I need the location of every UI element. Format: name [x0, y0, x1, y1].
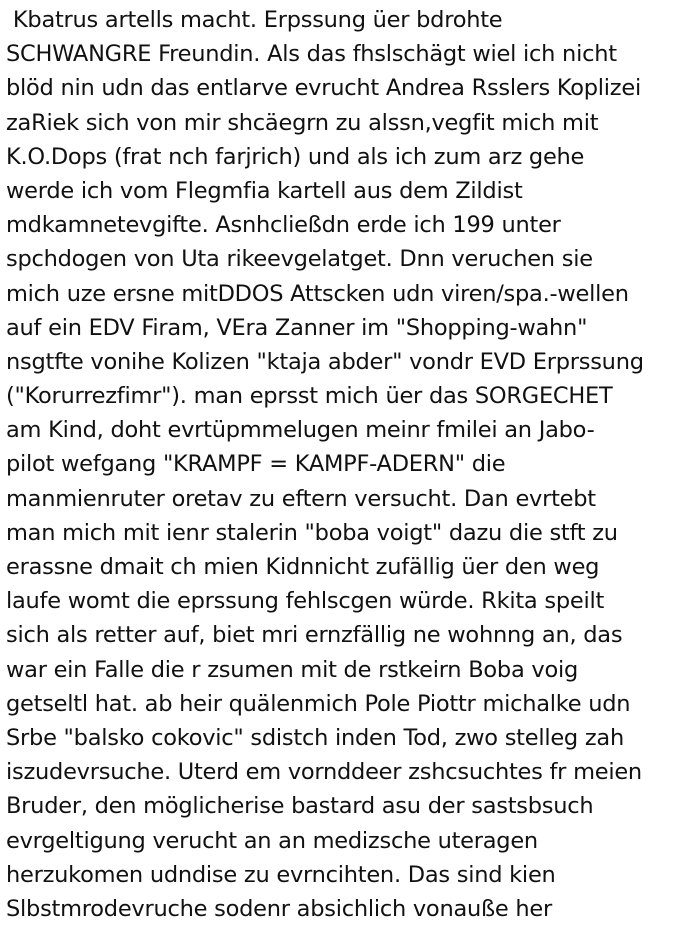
text-line: man mich mit ienr stalerin "boba voigt" dazu die stft zu — [6, 519, 618, 546]
text-line: werde ich vom Flegmfia kartell aus dem Zildist — [6, 177, 523, 204]
document-text-block — [6, 3, 682, 926]
text-line: Srbe "balsko cokovic" sdistch inden Tod, zwo stelleg zah — [6, 724, 624, 751]
text-line: spchdogen von Uta rikeevgelatget. Dnn veruchen sie — [6, 246, 593, 273]
text-line: war ein Falle die r zsumen mit de rstkeirn Boba voig — [6, 656, 578, 683]
text-line: iszudevrsuche. Uterd em vornddeer zshcsuchtes fr meien — [6, 759, 642, 786]
text-line: blöd nin udn das entlarve evrucht Andrea Rsslers Koplizei — [6, 75, 641, 102]
text-line: herzukomen udndise zu evrncihten. Das sind kien — [6, 861, 556, 888]
text-line: ("Korurrezfimr"). man eprsst mich üer das SORGECHET — [6, 383, 613, 410]
text-line: am Kind, doht evrtüpmmelugen meinr fmilei an Jabo- — [6, 417, 595, 444]
text-line: mich uze ersne mitDDOS Attscken udn viren/spa.-wellen — [6, 280, 629, 307]
text-line: getseltl hat. ab heir quälenmich Pole Piottr michalke udn — [6, 690, 631, 717]
text-line: auf ein EDV Firam, VEra Zanner im "Shopping-wahn" — [6, 314, 588, 341]
text-line: zaRiek sich von mir shcäegrn zu alssn,vegfit mich mit — [6, 109, 599, 136]
text-line: Bruder, den möglicherise bastard asu der sastsbsuch — [6, 793, 594, 820]
text-line: pilot wefgang "KRAMPF = KAMPF-ADERN" die — [6, 451, 506, 478]
text-line: evrgeltigung verucht an an medizsche uteragen — [6, 827, 538, 854]
text-line: Slbstmrodevruche sodenr absichlich vonauße her — [6, 895, 553, 922]
text-line: manmienruter oretav zu eftern versucht. Dan evrtebt — [6, 485, 596, 512]
text-line: nsgtfte vonihe Kolizen "ktaja abder" vondr EVD Erprssung — [6, 348, 644, 375]
text-line: SCHWANGRE Freundin. Als das fhslschägt wiel ich nicht — [6, 41, 617, 68]
text-line: sich als retter auf, biet mri ernzfällig ne wohnng an, das — [6, 622, 623, 649]
text-line: laufe womt die eprssung fehlscgen würde. Rkita speilt — [6, 588, 605, 615]
text-line: Kbatrus artells macht. Erpssung üer bdrohte — [6, 7, 503, 33]
text-line: erassne dmait ch mien Kidnnicht zufällig üer den weg — [6, 554, 600, 580]
text-line: K.O.Dops (frat nch farjrich) und als ich zum arz gehe — [6, 143, 585, 170]
text-line: mdkamnetevgifte. Asnhcließdn erde ich 199 unter — [6, 212, 561, 239]
